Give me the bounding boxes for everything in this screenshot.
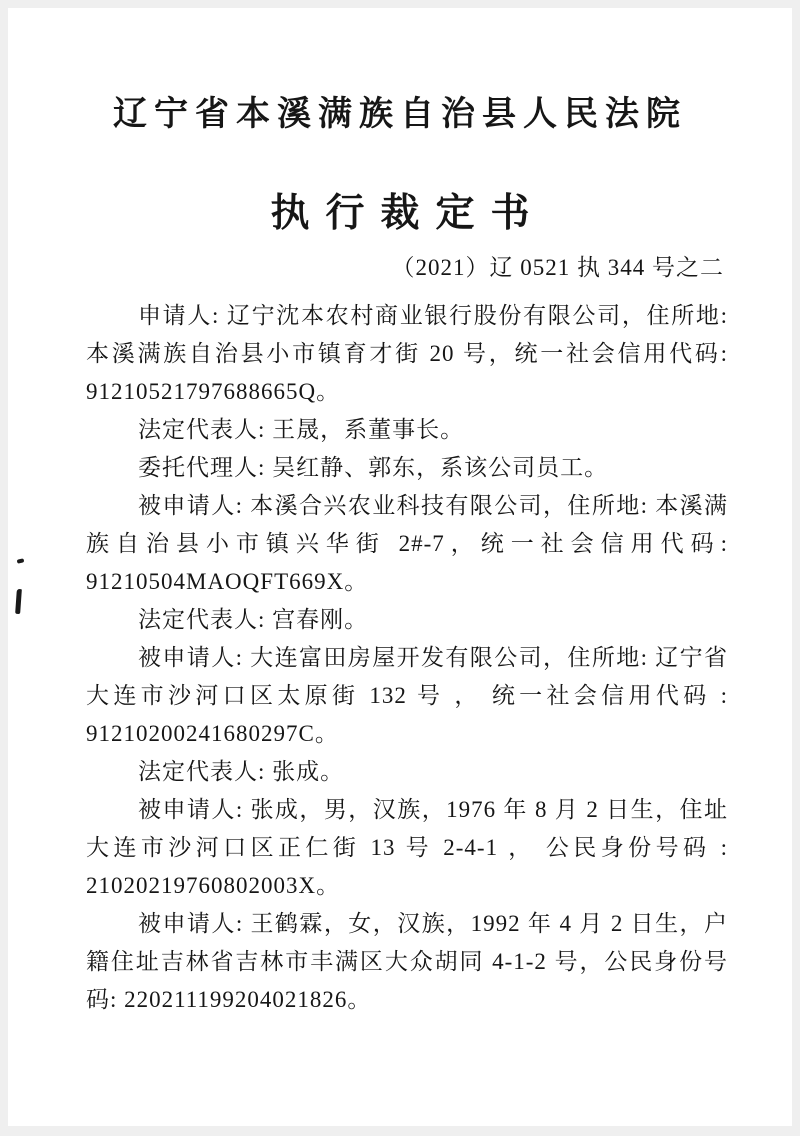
paragraph-respondent-4: 被申请人: 王鹤霖，女，汉族，1992 年 4 月 2 日生，户籍住址吉林省吉林市丰满区大众胡同 4-1-2 号，公民身份号码: 220211199204021826。	[86, 911, 728, 1012]
scan-artifact-mark	[15, 589, 22, 614]
paragraph-respondent-2: 被申请人: 大连富田房屋开发有限公司，住所地: 辽宁省大连市沙河口区太原街 132 号 ， 统一社会信用代码 : 91210200241680297C。	[86, 645, 728, 746]
document-body	[86, 297, 728, 1019]
case-number: （2021）辽 0521 执 344 号之二	[391, 255, 724, 280]
document-type-title: 执行裁定书	[270, 192, 546, 235]
paragraph-respondent-3: 被申请人: 张成，男，汉族，1976 年 8 月 2 日生，住址大连市沙河口区正仁街 13 号 2-4-1 ， 公民身份号码 : 21020219760802003X。	[86, 797, 728, 898]
paragraph-applicant: 申请人: 辽宁沈本农村商业银行股份有限公司，住所地: 本溪满族自治县小市镇育才街 20 号，统一社会信用代码: 91210521797688665Q。	[86, 303, 728, 404]
paragraph-legal-rep-3: 法定代表人: 张成。	[138, 759, 345, 784]
scan-artifact-mark	[17, 558, 25, 564]
paragraph-legal-rep-2: 法定代表人: 宫春刚。	[138, 607, 369, 632]
document-page	[8, 8, 792, 1126]
paragraph-legal-rep-1: 法定代表人: 王晟，系董事长。	[138, 417, 465, 442]
paragraph-agents: 委托代理人: 吴红静、郭东，系该公司员工。	[138, 455, 609, 480]
paragraph-respondent-1: 被申请人: 本溪合兴农业科技有限公司，住所地: 本溪满族自治县小市镇兴华街 2#-7，统一社会信用代码: 91210504MAOQFT669X。	[86, 493, 728, 594]
court-name-heading: 辽宁省本溪满族自治县人民法院	[113, 96, 687, 133]
